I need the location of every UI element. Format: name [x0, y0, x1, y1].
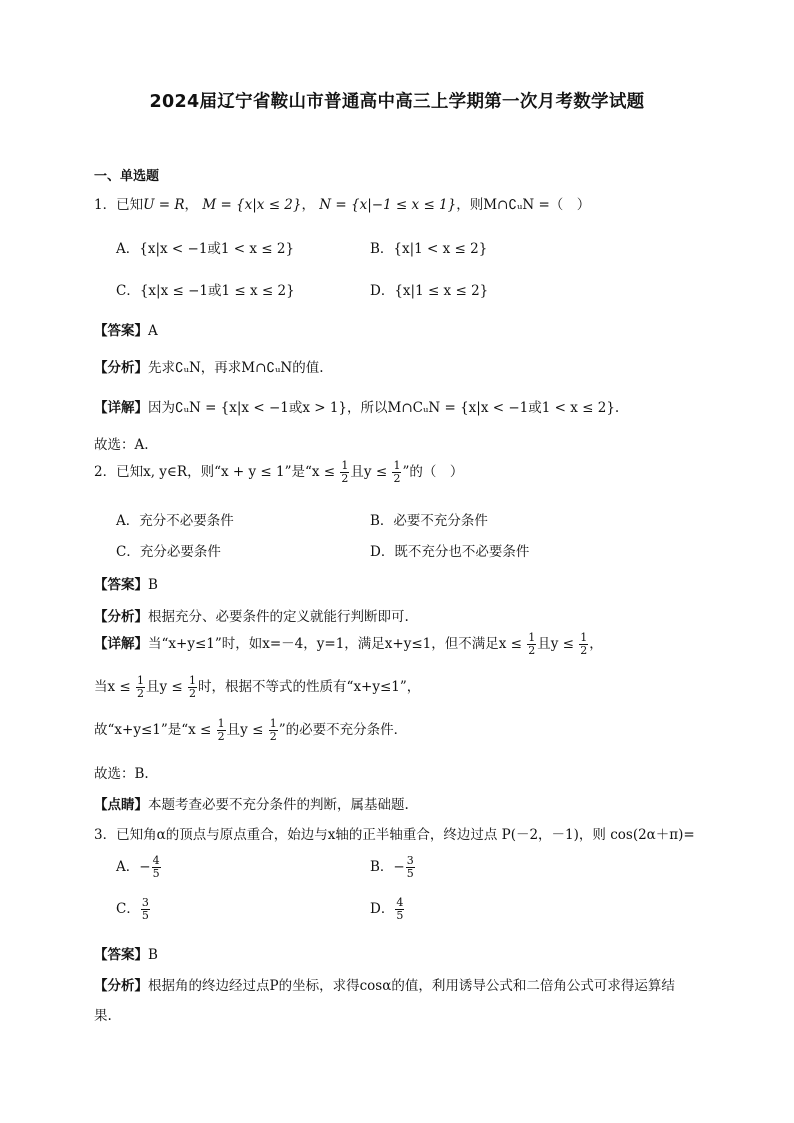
q1-choose: 故选：A.	[94, 437, 149, 453]
q3-option-d-label: D．	[370, 901, 395, 917]
q1-stem-prefix: 1．已知	[94, 197, 144, 213]
q3-analysis	[94, 974, 675, 994]
frac-denominator: 2	[217, 730, 225, 743]
q3-option-b-label: B．−	[370, 859, 405, 875]
frac-numerator: 4	[396, 896, 404, 909]
q2-option-b: B．必要不充分条件	[370, 513, 488, 529]
q2-detail1-a: 当“x+y≤1”时，如x=－4，y=1，满足x+y≤1，但不满足x ≤	[148, 636, 522, 652]
q2-analysis	[94, 605, 409, 625]
frac-numerator: 1	[393, 459, 401, 472]
q1-option-a: A．{x|x < −1或1 < x ≤ 2}	[116, 241, 295, 257]
detail-tag: 【详解】	[94, 400, 148, 416]
q1-analysis	[94, 356, 324, 376]
q2-stem-b: 且y ≤	[350, 464, 388, 480]
fraction-half	[188, 675, 197, 700]
q2-stem	[94, 460, 463, 485]
q1-detail-text: 因为∁ᵤN = {x|x < −1或x > 1}，所以M∩CᵤN = {x|x < −1或1 < x ≤ 2}.	[148, 400, 620, 416]
analysis-tag: 【分析】	[94, 609, 148, 625]
page-title: 2024届辽宁省鞍山市普通高中高三上学期第一次月考数学试题	[149, 92, 645, 112]
fraction-half	[392, 460, 401, 485]
q2-option-a: A．充分不必要条件	[116, 513, 234, 529]
frac-numerator: 3	[141, 896, 149, 909]
q1-answer-value: A	[148, 323, 158, 339]
frac-numerator: 3	[406, 854, 414, 867]
q2-choose: 故选：B.	[94, 766, 149, 782]
answer-tag: 【答案】	[94, 577, 148, 593]
q2-answer	[94, 573, 158, 593]
q1-ask: 则M∩∁ᵤN =（ ）	[469, 197, 591, 213]
q2-detail3-b: 且y ≤	[226, 722, 264, 738]
q2-option-c: C．充分必要条件	[116, 544, 221, 560]
q2-detail1-b: 且y ≤	[537, 636, 574, 652]
answer-tag: 【答案】	[94, 947, 148, 963]
q1-analysis-text: 先求∁ᵤN，再求M∩∁ᵤN的值.	[148, 360, 324, 376]
q3-answer	[94, 943, 158, 963]
fraction-half	[269, 718, 278, 743]
q2-option-d: D．既不充分也不必要条件	[370, 544, 530, 560]
q1-answer	[94, 319, 158, 339]
q2-detail-line2	[94, 675, 420, 700]
q3-analysis-cont: 果.	[94, 1008, 112, 1024]
q3-option-c-label: C．	[116, 901, 140, 917]
q3-option-a-fraction	[152, 855, 161, 880]
fraction-half	[527, 632, 536, 657]
frac-denominator: 2	[269, 730, 277, 743]
q2-detail3-c: ”的必要不充分条件．	[278, 722, 408, 738]
frac-denominator: 5	[152, 867, 160, 880]
frac-denominator: 2	[580, 644, 588, 657]
note-tag: 【点睛】	[94, 797, 148, 813]
q1-set-u: U = R	[143, 197, 185, 213]
frac-denominator: 2	[341, 472, 349, 485]
frac-denominator: 2	[189, 687, 197, 700]
q1-option-b: B．{x|1 < x ≤ 2}	[370, 241, 488, 257]
frac-denominator: 5	[141, 909, 149, 922]
q2-detail3-a: 故“x+y≤1”是“x ≤	[94, 722, 212, 738]
fraction-half	[340, 460, 349, 485]
frac-numerator: 1	[217, 717, 225, 730]
q2-detail2-c: 时，根据不等式的性质有“x+y≤1”，	[198, 679, 421, 695]
q3-option-a-label: A．−	[116, 859, 151, 875]
q2-analysis-text: 根据充分、必要条件的定义就能行判断即可.	[148, 609, 409, 625]
q3-option-b	[370, 855, 416, 880]
frac-numerator: 1	[580, 631, 588, 644]
q3-option-a	[116, 855, 162, 880]
frac-denominator: 5	[396, 909, 404, 922]
frac-numerator: 1	[137, 674, 145, 687]
frac-numerator: 1	[269, 717, 277, 730]
analysis-tag: 【分析】	[94, 978, 148, 994]
q1-option-d: D．{x|1 ≤ x ≤ 2}	[370, 283, 489, 299]
q3-stem: 3．已知角α的顶点与原点重合，始边与x轴的正半轴重合，终边过点 P(－2，－1)，则 cos(2α＋π)=	[94, 827, 695, 843]
frac-denominator: 2	[137, 687, 145, 700]
frac-denominator: 2	[393, 472, 401, 485]
section-heading: 一、单选题	[94, 169, 160, 184]
frac-denominator: 2	[528, 644, 536, 657]
q3-option-b-fraction	[406, 855, 415, 880]
q2-detail-line3	[94, 718, 407, 743]
q2-note	[94, 793, 409, 813]
q1-stem: 1．已知U = R， M = {x|x ≤ 2}， N = {x|−1 ≤ x ≤ 1}，则M∩∁ᵤN =（ ）	[94, 197, 591, 213]
q1-set-n: N = {x|−1 ≤ x ≤ 1}	[319, 197, 457, 213]
answer-tag: 【答案】	[94, 323, 148, 339]
q2-answer-value: B	[148, 577, 158, 593]
q1-set-m: M = {x|x ≤ 2}	[202, 197, 302, 213]
frac-numerator: 1	[528, 631, 536, 644]
fraction-half	[217, 718, 226, 743]
q1-option-c: C．{x|x ≤ −1或1 ≤ x ≤ 2}	[116, 283, 295, 299]
q2-detail-line1	[94, 632, 603, 657]
frac-numerator: 4	[152, 854, 160, 867]
fraction-half	[579, 632, 588, 657]
frac-numerator: 1	[341, 459, 349, 472]
frac-denominator: 5	[406, 867, 414, 880]
q2-stem-c: ”的（ ）	[402, 464, 464, 480]
q2-detail2-a: 当x ≤	[94, 679, 131, 695]
q1-detail	[94, 396, 619, 416]
detail-tag: 【详解】	[94, 636, 148, 652]
q3-answer-value: B	[148, 947, 158, 963]
q3-option-d-fraction	[395, 897, 404, 922]
q2-detail2-b: 且y ≤	[146, 679, 183, 695]
q2-detail1-c: ，	[589, 636, 603, 652]
frac-numerator: 1	[189, 674, 197, 687]
q3-option-d	[370, 897, 405, 922]
analysis-tag: 【分析】	[94, 360, 148, 376]
q2-stem-a: 2．已知x, y∈R，则“x + y ≤ 1”是“x ≤	[94, 464, 336, 480]
q3-analysis-text: 根据角的终边经过点P的坐标，求得cosα的值，利用诱导公式和二倍角公式可求得运算结	[148, 978, 675, 994]
fraction-half	[136, 675, 145, 700]
q3-option-c	[116, 897, 151, 922]
q2-note-text: 本题考查必要不充分条件的判断，属基础题.	[148, 797, 409, 813]
q3-option-c-fraction	[141, 897, 150, 922]
